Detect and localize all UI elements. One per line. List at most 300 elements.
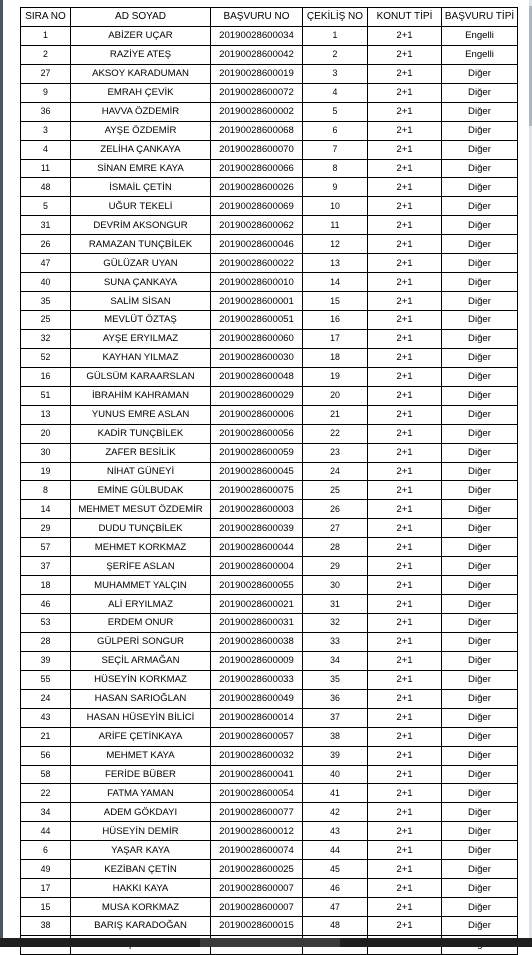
basvuru-tipi-cell: Diğer — [442, 689, 518, 708]
table-row — [21, 462, 518, 481]
ad-soyad-cell: BARIŞ KARADOĞAN — [71, 917, 211, 936]
konut-tipi-cell: 2+1 — [368, 254, 442, 273]
basvuru-tipi-cell: Diğer — [442, 538, 518, 557]
ad-soyad-cell: HASAN HÜSEYİN BİLİCİ — [71, 708, 211, 727]
basvuru-no-cell: 20190028600041 — [211, 765, 303, 784]
ad-soyad-cell: SEÇİL ARMAĞAN — [71, 651, 211, 670]
sira-no-cell: 14 — [21, 500, 71, 519]
ad-soyad-cell: ZELİHA ÇANKAYA — [71, 140, 211, 159]
konut-tipi-cell: 2+1 — [368, 803, 442, 822]
cekilis-no-cell: 22 — [303, 424, 368, 443]
basvuru-tipi-cell: Diğer — [442, 879, 518, 898]
table-row — [21, 254, 518, 273]
basvuru-no-cell: 20190028600045 — [211, 462, 303, 481]
konut-tipi-cell: 2+1 — [368, 197, 442, 216]
cekilis-no-cell: 31 — [303, 595, 368, 614]
ad-soyad-cell: KEZİBAN ÇETİN — [71, 860, 211, 879]
table-row — [21, 405, 518, 424]
cekilis-no-cell: 42 — [303, 803, 368, 822]
sira-no-cell: 25 — [21, 311, 71, 330]
basvuru-tipi-cell: Diğer — [442, 424, 518, 443]
table-row — [21, 348, 518, 367]
konut-tipi-cell: 2+1 — [368, 64, 442, 83]
ad-soyad-cell: HAVVA ÖZDEMİR — [71, 102, 211, 121]
cekilis-no-cell: 28 — [303, 538, 368, 557]
basvuru-tipi-cell: Diğer — [442, 273, 518, 292]
basvuru-no-cell: 20190028600034 — [211, 26, 303, 45]
basvuru-tipi-cell: Diğer — [442, 329, 518, 348]
header-sira-no: SIRA NO — [21, 8, 71, 27]
ad-soyad-cell: RAMAZAN TUNÇBİLEK — [71, 235, 211, 254]
table-row — [21, 197, 518, 216]
sira-no-cell: 6 — [21, 841, 71, 860]
cekilis-no-cell: 18 — [303, 348, 368, 367]
basvuru-tipi-cell: Diğer — [442, 292, 518, 311]
basvuru-no-cell: 20190028600059 — [211, 443, 303, 462]
cekilis-no-cell: 48 — [303, 917, 368, 936]
cekilis-no-cell: 43 — [303, 822, 368, 841]
konut-tipi-cell: 2+1 — [368, 727, 442, 746]
basvuru-no-cell: 20190028600046 — [211, 235, 303, 254]
basvuru-tipi-cell: Diğer — [442, 216, 518, 235]
table-row — [21, 481, 518, 500]
basvuru-no-cell: 20190028600072 — [211, 83, 303, 102]
konut-tipi-cell: 2+1 — [368, 292, 442, 311]
basvuru-tipi-cell: Diğer — [442, 917, 518, 936]
konut-tipi-cell: 2+1 — [368, 159, 442, 178]
basvuru-no-cell: 20190028600006 — [211, 405, 303, 424]
basvuru-tipi-cell: Diğer — [442, 727, 518, 746]
basvuru-no-cell: 20190028600022 — [211, 254, 303, 273]
konut-tipi-cell: 2+1 — [368, 45, 442, 64]
ad-soyad-cell: MUHAMMET YALÇIN — [71, 576, 211, 595]
sira-no-cell: 27 — [21, 64, 71, 83]
basvuru-no-cell: 20190028600069 — [211, 197, 303, 216]
konut-tipi-cell: 2+1 — [368, 632, 442, 651]
basvuru-no-cell: 20190028600060 — [211, 329, 303, 348]
sira-no-cell: 9 — [21, 83, 71, 102]
cekilis-no-cell: 1 — [303, 26, 368, 45]
sira-no-cell: 39 — [21, 651, 71, 670]
basvuru-no-cell: 20190028600007 — [211, 898, 303, 917]
cekilis-no-cell: 4 — [303, 83, 368, 102]
cekilis-no-cell: 23 — [303, 443, 368, 462]
basvuru-tipi-cell: Diğer — [442, 576, 518, 595]
cekilis-no-cell: 29 — [303, 557, 368, 576]
basvuru-tipi-cell: Diğer — [442, 519, 518, 538]
ad-soyad-cell: SUNA ÇANKAYA — [71, 273, 211, 292]
table-row — [21, 727, 518, 746]
table-row — [21, 898, 518, 917]
konut-tipi-cell: 2+1 — [368, 216, 442, 235]
konut-tipi-cell: 2+1 — [368, 538, 442, 557]
ad-soyad-cell: İBRAHİM KAHRAMAN — [71, 386, 211, 405]
cekilis-no-cell: 35 — [303, 670, 368, 689]
konut-tipi-cell: 2+1 — [368, 651, 442, 670]
konut-tipi-cell: 2+1 — [368, 576, 442, 595]
basvuru-no-cell: 20190028600074 — [211, 841, 303, 860]
cekilis-no-cell: 20 — [303, 386, 368, 405]
konut-tipi-cell: 2+1 — [368, 481, 442, 500]
ad-soyad-cell: HÜSEYİN DEMİR — [71, 822, 211, 841]
ad-soyad-cell: MEVLÜT ÖZTAŞ — [71, 311, 211, 330]
konut-tipi-cell: 2+1 — [368, 860, 442, 879]
cekilis-no-cell: 2 — [303, 45, 368, 64]
cekilis-no-cell: 46 — [303, 879, 368, 898]
basvuru-no-cell: 20190028600051 — [211, 311, 303, 330]
basvuru-no-cell: 20190028600056 — [211, 424, 303, 443]
table-row — [21, 746, 518, 765]
ad-soyad-cell: GÜLÜZAR UYAN — [71, 254, 211, 273]
sira-no-cell: 57 — [21, 538, 71, 557]
sira-no-cell: 56 — [21, 746, 71, 765]
sira-no-cell: 18 — [21, 576, 71, 595]
basvuru-tipi-cell: Diğer — [442, 595, 518, 614]
cekilis-no-cell: 38 — [303, 727, 368, 746]
konut-tipi-cell: 2+1 — [368, 83, 442, 102]
sira-no-cell: 31 — [21, 216, 71, 235]
table-header-row — [21, 8, 518, 27]
ad-soyad-cell: SİNAN EMRE KAYA — [71, 159, 211, 178]
ad-soyad-cell: MUSA KORKMAZ — [71, 898, 211, 917]
ad-soyad-cell: SALİM SİSAN — [71, 292, 211, 311]
table-row — [21, 538, 518, 557]
konut-tipi-cell: 2+1 — [368, 500, 442, 519]
ad-soyad-cell: AKSOY KARADUMAN — [71, 64, 211, 83]
basvuru-tipi-cell: Diğer — [442, 367, 518, 386]
sira-no-cell: 58 — [21, 765, 71, 784]
cekilis-no-cell: 37 — [303, 708, 368, 727]
cekilis-no-cell: 21 — [303, 405, 368, 424]
table-row — [21, 26, 518, 45]
basvuru-no-cell: 20190028600057 — [211, 727, 303, 746]
ad-soyad-cell: HAKKI KAYA — [71, 879, 211, 898]
ad-soyad-cell: DEVRİM AKSONGUR — [71, 216, 211, 235]
basvuru-no-cell: 20190028600038 — [211, 632, 303, 651]
sira-no-cell: 44 — [21, 822, 71, 841]
sira-no-cell: 24 — [21, 689, 71, 708]
header-cekilis-no: ÇEKİLİŞ NO — [303, 8, 368, 27]
table-row — [21, 765, 518, 784]
ad-soyad-cell: YAŞAR KAYA — [71, 841, 211, 860]
ad-soyad-cell: GÜLPERİ SONGUR — [71, 632, 211, 651]
basvuru-tipi-cell: Diğer — [442, 841, 518, 860]
ad-soyad-cell: HÜSEYİN KORKMAZ — [71, 670, 211, 689]
sira-no-cell: 47 — [21, 254, 71, 273]
table-row — [21, 651, 518, 670]
taskbar — [0, 938, 532, 947]
sira-no-cell: 53 — [21, 614, 71, 633]
basvuru-no-cell: 20190028600003 — [211, 500, 303, 519]
ad-soyad-cell: ŞERİFE ASLAN — [71, 557, 211, 576]
basvuru-tipi-cell: Diğer — [442, 651, 518, 670]
konut-tipi-cell: 2+1 — [368, 273, 442, 292]
basvuru-no-cell: 20190028600062 — [211, 216, 303, 235]
table-row — [21, 311, 518, 330]
sira-no-cell: 37 — [21, 557, 71, 576]
konut-tipi-cell: 2+1 — [368, 765, 442, 784]
basvuru-no-cell: 20190028600042 — [211, 45, 303, 64]
cekilis-no-cell: 11 — [303, 216, 368, 235]
konut-tipi-cell: 2+1 — [368, 898, 442, 917]
konut-tipi-cell: 2+1 — [368, 879, 442, 898]
basvuru-tipi-cell: Engelli — [442, 26, 518, 45]
sira-no-cell: 52 — [21, 348, 71, 367]
ad-soyad-cell: EMRAH ÇEVİK — [71, 83, 211, 102]
konut-tipi-cell: 2+1 — [368, 917, 442, 936]
cekilis-no-cell: 8 — [303, 159, 368, 178]
table-row — [21, 576, 518, 595]
ad-soyad-cell: MEHMET KORKMAZ — [71, 538, 211, 557]
konut-tipi-cell: 2+1 — [368, 462, 442, 481]
basvuru-no-cell: 20190028600014 — [211, 708, 303, 727]
basvuru-tipi-cell: Diğer — [442, 102, 518, 121]
sira-no-cell: 15 — [21, 898, 71, 917]
basvuru-tipi-cell: Engelli — [442, 45, 518, 64]
konut-tipi-cell: 2+1 — [368, 178, 442, 197]
ad-soyad-cell: UĞUR TEKELİ — [71, 197, 211, 216]
konut-tipi-cell: 2+1 — [368, 557, 442, 576]
basvuru-tipi-cell: Diğer — [442, 386, 518, 405]
konut-tipi-cell: 2+1 — [368, 386, 442, 405]
cekilis-no-cell: 26 — [303, 500, 368, 519]
konut-tipi-cell: 2+1 — [368, 519, 442, 538]
cekilis-no-cell: 5 — [303, 102, 368, 121]
table-row — [21, 670, 518, 689]
sira-no-cell: 13 — [21, 405, 71, 424]
basvuru-no-cell: 20190028600029 — [211, 386, 303, 405]
sira-no-cell: 46 — [21, 595, 71, 614]
table-body — [21, 26, 518, 954]
basvuru-no-cell: 20190028600077 — [211, 803, 303, 822]
sira-no-cell: 5 — [21, 197, 71, 216]
basvuru-no-cell: 20190028600054 — [211, 784, 303, 803]
basvuru-no-cell: 20190028600044 — [211, 538, 303, 557]
basvuru-tipi-cell: Diğer — [442, 614, 518, 633]
basvuru-no-cell: 20190028600026 — [211, 178, 303, 197]
cekilis-no-cell: 10 — [303, 197, 368, 216]
basvuru-no-cell: 20190028600033 — [211, 670, 303, 689]
basvuru-tipi-cell: Diğer — [442, 765, 518, 784]
table-row — [21, 367, 518, 386]
table-row — [21, 860, 518, 879]
ad-soyad-cell: EMİNE GÜLBUDAK — [71, 481, 211, 500]
basvuru-tipi-cell: Diğer — [442, 822, 518, 841]
konut-tipi-cell: 2+1 — [368, 595, 442, 614]
header-basvuru-tipi: BAŞVURU TİPİ — [442, 8, 518, 27]
basvuru-tipi-cell: Diğer — [442, 83, 518, 102]
sira-no-cell: 22 — [21, 784, 71, 803]
konut-tipi-cell: 2+1 — [368, 405, 442, 424]
basvuru-tipi-cell: Diğer — [442, 348, 518, 367]
header-konut-tipi: KONUT TİPİ — [368, 8, 442, 27]
sira-no-cell: 36 — [21, 102, 71, 121]
basvuru-tipi-cell: Diğer — [442, 235, 518, 254]
basvuru-tipi-cell: Diğer — [442, 254, 518, 273]
ad-soyad-cell: KAYHAN YILMAZ — [71, 348, 211, 367]
basvuru-tipi-cell: Diğer — [442, 898, 518, 917]
basvuru-tipi-cell: Diğer — [442, 557, 518, 576]
basvuru-tipi-cell: Diğer — [442, 803, 518, 822]
sira-no-cell: 3 — [21, 121, 71, 140]
sira-no-cell: 48 — [21, 178, 71, 197]
basvuru-tipi-cell: Diğer — [442, 632, 518, 651]
basvuru-no-cell: 20190028600048 — [211, 367, 303, 386]
table-row — [21, 595, 518, 614]
basvuru-no-cell: 20190028600070 — [211, 140, 303, 159]
basvuru-no-cell: 20190028600001 — [211, 292, 303, 311]
table-row — [21, 632, 518, 651]
cekilis-no-cell: 12 — [303, 235, 368, 254]
basvuru-tipi-cell: Diğer — [442, 481, 518, 500]
konut-tipi-cell: 2+1 — [368, 841, 442, 860]
konut-tipi-cell: 2+1 — [368, 102, 442, 121]
ad-soyad-cell: AYŞE ERYILMAZ — [71, 329, 211, 348]
table-row — [21, 841, 518, 860]
basvuru-no-cell: 20190028600032 — [211, 746, 303, 765]
basvuru-tipi-cell: Diğer — [442, 140, 518, 159]
konut-tipi-cell: 2+1 — [368, 708, 442, 727]
table-row — [21, 121, 518, 140]
sira-no-cell: 29 — [21, 519, 71, 538]
cekilis-no-cell: 32 — [303, 614, 368, 633]
table-row — [21, 64, 518, 83]
basvuru-no-cell: 20190028600049 — [211, 689, 303, 708]
table-row — [21, 879, 518, 898]
basvuru-no-cell: 20190028600012 — [211, 822, 303, 841]
sira-no-cell: 4 — [21, 140, 71, 159]
cekilis-no-cell: 6 — [303, 121, 368, 140]
cekilis-no-cell: 3 — [303, 64, 368, 83]
ad-soyad-cell: ARİFE ÇETİNKAYA — [71, 727, 211, 746]
header-ad-soyad: AD SOYAD — [71, 8, 211, 27]
sira-no-cell: 1 — [21, 26, 71, 45]
sira-no-cell: 11 — [21, 159, 71, 178]
cekilis-no-cell: 47 — [303, 898, 368, 917]
table-row — [21, 822, 518, 841]
basvuru-no-cell: 20190028600068 — [211, 121, 303, 140]
basvuru-tipi-cell: Diğer — [442, 784, 518, 803]
konut-tipi-cell: 2+1 — [368, 140, 442, 159]
header-basvuru-no: BAŞVURU NO — [211, 8, 303, 27]
ad-soyad-cell: DUDU TUNÇBİLEK — [71, 519, 211, 538]
table-row — [21, 235, 518, 254]
sira-no-cell: 16 — [21, 367, 71, 386]
cekilis-no-cell: 17 — [303, 329, 368, 348]
sira-no-cell: 19 — [21, 462, 71, 481]
ad-soyad-cell: GÜLSÜM KARAARSLAN — [71, 367, 211, 386]
basvuru-tipi-cell: Diğer — [442, 746, 518, 765]
table-row — [21, 689, 518, 708]
cekilis-no-cell: 13 — [303, 254, 368, 273]
table-row — [21, 424, 518, 443]
cekilis-no-cell: 24 — [303, 462, 368, 481]
basvuru-tipi-cell: Diğer — [442, 462, 518, 481]
konut-tipi-cell: 2+1 — [368, 235, 442, 254]
ad-soyad-cell: RAZİYE ATEŞ — [71, 45, 211, 64]
table-row — [21, 102, 518, 121]
table-row — [21, 443, 518, 462]
table-row — [21, 784, 518, 803]
basvuru-no-cell: 20190028600010 — [211, 273, 303, 292]
konut-tipi-cell: 2+1 — [368, 348, 442, 367]
cekilis-no-cell: 7 — [303, 140, 368, 159]
basvuru-no-cell: 20190028600025 — [211, 860, 303, 879]
konut-tipi-cell: 2+1 — [368, 784, 442, 803]
ad-soyad-cell: KADİR TUNÇBİLEK — [71, 424, 211, 443]
table-row — [21, 83, 518, 102]
konut-tipi-cell: 2+1 — [368, 329, 442, 348]
ad-soyad-cell: MEHMET MESUT ÖZDEMİR — [71, 500, 211, 519]
basvuru-tipi-cell: Diğer — [442, 443, 518, 462]
sira-no-cell: 32 — [21, 329, 71, 348]
sira-no-cell: 55 — [21, 670, 71, 689]
sira-no-cell: 21 — [21, 727, 71, 746]
ad-soyad-cell: ALİ ERYILMAZ — [71, 595, 211, 614]
ad-soyad-cell: İSMAİL ÇETİN — [71, 178, 211, 197]
basvuru-tipi-cell: Diğer — [442, 670, 518, 689]
window-edge — [0, 0, 3, 938]
basvuru-no-cell: 20190028600002 — [211, 102, 303, 121]
cekilis-no-cell: 16 — [303, 311, 368, 330]
sira-no-cell: 34 — [21, 803, 71, 822]
basvuru-no-cell: 20190028600055 — [211, 576, 303, 595]
basvuru-no-cell: 20190028600030 — [211, 348, 303, 367]
konut-tipi-cell: 2+1 — [368, 121, 442, 140]
ad-soyad-cell: ERDEM ONUR — [71, 614, 211, 633]
basvuru-tipi-cell: Diğer — [442, 64, 518, 83]
ad-soyad-cell: ADEM GÖKDAYI — [71, 803, 211, 822]
basvuru-tipi-cell: Diğer — [442, 197, 518, 216]
ad-soyad-cell: AYŞE ÖZDEMİR — [71, 121, 211, 140]
basvuru-no-cell: 20190028600019 — [211, 64, 303, 83]
konut-tipi-cell: 2+1 — [368, 424, 442, 443]
table-row — [21, 273, 518, 292]
sira-no-cell: 20 — [21, 424, 71, 443]
table-row — [21, 386, 518, 405]
basvuru-tipi-cell: Diğer — [442, 860, 518, 879]
ad-soyad-cell: ABİZER UÇAR — [71, 26, 211, 45]
cekilis-no-cell: 34 — [303, 651, 368, 670]
cekilis-no-cell: 41 — [303, 784, 368, 803]
sira-no-cell: 43 — [21, 708, 71, 727]
basvuru-tipi-cell: Diğer — [442, 121, 518, 140]
konut-tipi-cell: 2+1 — [368, 822, 442, 841]
ad-soyad-cell: YUNUS EMRE ASLAN — [71, 405, 211, 424]
table-row — [21, 140, 518, 159]
table-row — [21, 519, 518, 538]
basvuru-tipi-cell: Diğer — [442, 708, 518, 727]
table-row — [21, 329, 518, 348]
basvuru-tipi-cell: Diğer — [442, 159, 518, 178]
draw-results-table — [20, 7, 518, 955]
basvuru-no-cell: 20190028600009 — [211, 651, 303, 670]
cekilis-no-cell: 33 — [303, 632, 368, 651]
table-row — [21, 500, 518, 519]
sira-no-cell: 17 — [21, 879, 71, 898]
sira-no-cell: 35 — [21, 292, 71, 311]
sira-no-cell: 49 — [21, 860, 71, 879]
konut-tipi-cell: 2+1 — [368, 746, 442, 765]
table-row — [21, 292, 518, 311]
konut-tipi-cell: 2+1 — [368, 367, 442, 386]
cekilis-no-cell: 9 — [303, 178, 368, 197]
table-row — [21, 708, 518, 727]
basvuru-no-cell: 20190028600039 — [211, 519, 303, 538]
ad-soyad-cell: FERİDE BÜBER — [71, 765, 211, 784]
cekilis-no-cell: 30 — [303, 576, 368, 595]
basvuru-no-cell: 20190028600004 — [211, 557, 303, 576]
